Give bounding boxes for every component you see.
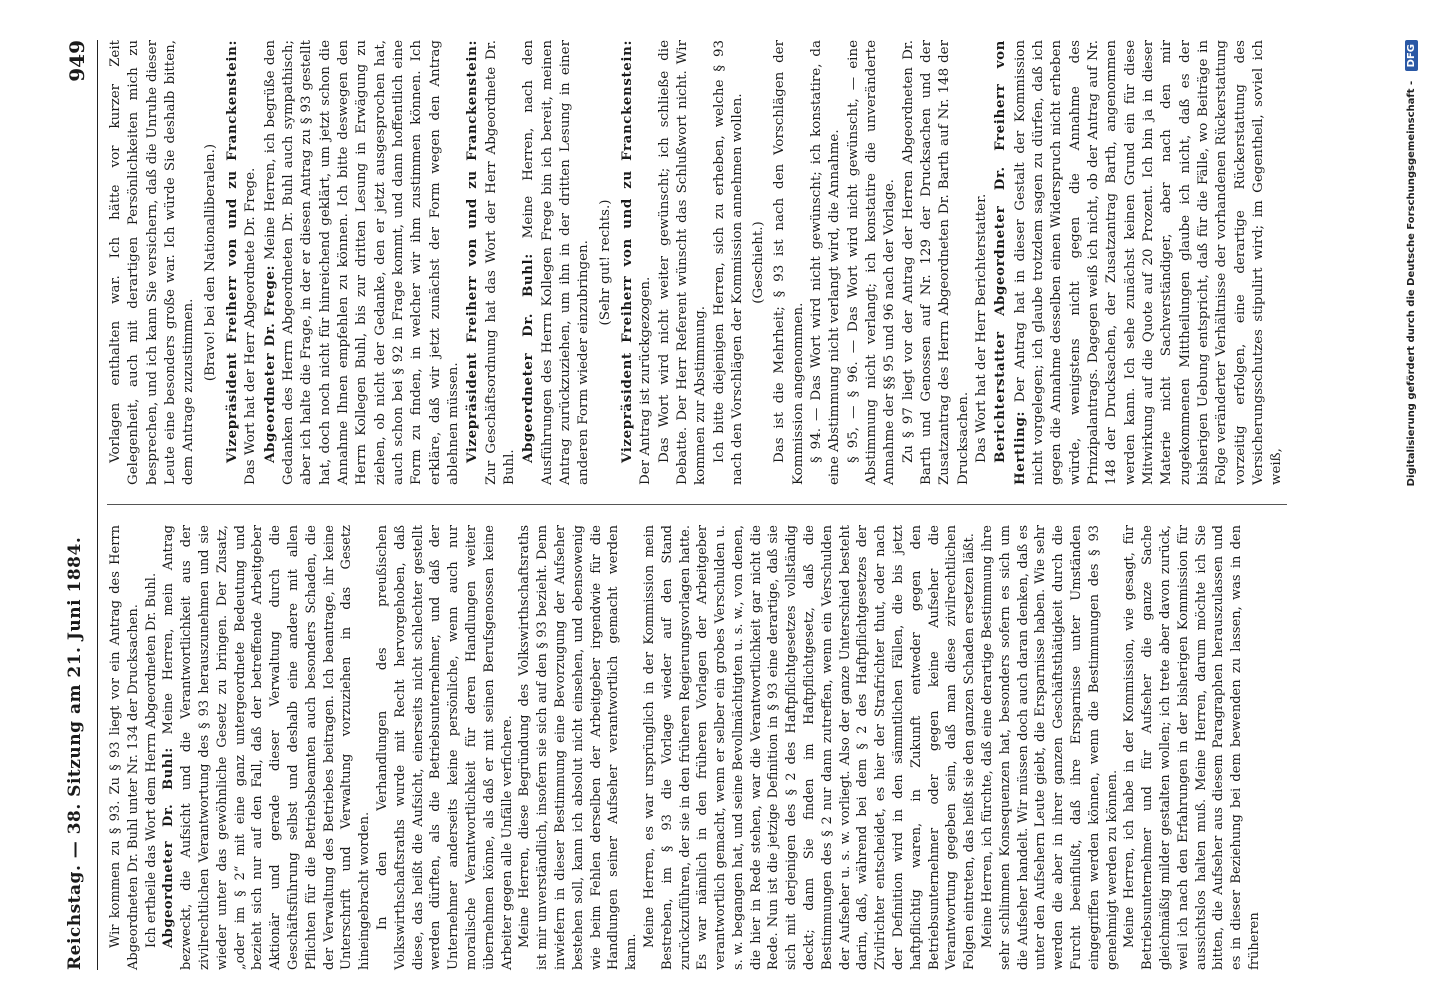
speech-paragraph — [223, 40, 261, 485]
speech-paragraph — [519, 40, 593, 485]
speaker-name: Vizepräsident Freiherr von und zu Franckenstein: — [618, 40, 635, 463]
speaker-name: Abgeordneter Dr. Buhl: — [520, 253, 537, 463]
paragraph: Meine Herren, es war ursprünglich in der Kommission mein Bestreben, im § 93 die Vorlage wieder auf den Stand zurückzuführen, der sie in den früheren Regierungsvorlagen hatte. Es war nämlich in den früheren Vorlagen der Arbeitgeber verantwortlich gemacht, wenn er selber ein grobes Verschulden u. s. w. begangen hat, und seine Bevollmächtigten u. s. w., von denen, die hier in Rede stehen, war die Verantwortlichkeit gar nicht die Rede. Nun ist die jetzige Definition in § 93 eine derartige, daß sie sich mit derjenigen des § 2 des Haftpflichtgesetzes vollständig deckt; dann Sie finden im Haftpflichtgesetz, daß die Bestimmungen des § 2 nur dann zutreffen, wenn ein Verschulden der Aufseher u. s. w. vorliegt. Also der ganze Unterschied besteht darin, daß, während bei dem § 2 des Haftpflichtgesetzes der Zivilrichter entscheidet, es hier der Strafrichter thut, oder nach der Definition wird in den sämmtlichen Fällen, die bis jetzt haftpflichtig waren, in Zukunft entweder gegen den Betriebsunternehmer oder gegen keine Aufseher die Verantwortung gegeben sein, daß man diese zivilrechtlichen Folgen eintreten, das heißt sie den ganzen Schaden ersetzen läßt. — [641, 525, 978, 970]
speaker-name: Berichterstatter Abgeordneter Dr. Freiherr von Hertling: — [992, 40, 1028, 485]
speech-text: Meine Herren, mein Antrag bezweckt, die Aufsicht und die Verantwortlichkeit aus der zivilrechtlichen Verantwortung des § 93 herauszunehmen und sie wieder unter das gewöhnliche Gesetz zu bringen. Der Zusatz, „oder im § 2“ mit eine ganz untergeordnete Bedeutung und bezieht sich nur auf den Fall, daß der betreffende Arbeitgeber Aktionär und gerade dieser Verwaltung durch die Geschäftsführung selbst und deshalb eine andere mit allen Pflichten für die Betriebsbeamten auch besonders Schaden, die der Verwaltung des Betriebes beitragen. Ich beantrage, ihr keine Unterschrift und Verwaltung vorzuziehen in das Gesetz hineingebracht worden. — [161, 525, 373, 970]
paragraph: Das Wort hat der Herr Berichterstatter. — [974, 193, 990, 463]
digitization-credit — [1405, 0, 1423, 1000]
paragraph: § 95, — § 96. — Das Wort wird nicht gewünscht, — eine Abstimmung nicht verlangt; ich konstatire die unveränderte Annahme der §§ 95 und 96 nach der Vorlage. — [845, 40, 898, 485]
running-head — [55, 40, 95, 970]
left-column — [107, 525, 1264, 970]
paragraph: Das Wort wird nicht weiter gewünscht; ich schließe die Debatte. Der Herr Referent wünscht das Schlußwort nicht. Wir kommen zur Abstimmung. — [656, 40, 709, 485]
paragraph: Zu § 97 liegt vor der Antrag der Herren Abgeordneten Dr. Barth und Genossen auf Nr. 129 der Drucksachen und der Zusatzantrag des Herrn Abgeordneten Dr. Barth auf Nr. 148 der Drucksachen. — [900, 40, 971, 485]
speech-paragraph — [991, 40, 1286, 485]
stage-direction: (Bravo! bei den Nationalliberalen.) — [202, 143, 218, 382]
speaker-name: Abgeordneter Dr. Frege: — [261, 264, 278, 463]
speech-paragraph — [261, 40, 464, 485]
column-divider — [107, 504, 1287, 505]
credit-text: Digitalisierung gefördert durch die Deutsche Forschungsgemeinschaft - — [1406, 80, 1417, 487]
stage-direction: (Geschieht.) — [751, 221, 767, 304]
stage-direction: (Sehr gut! rechts.) — [597, 199, 613, 326]
paragraph: Ich bitte diejenigen Herren, sich zu erheben, welche § 93 nach den Vorschlägen der Kommission annehmen wollen. — [711, 40, 745, 485]
paragraph: Vorlagen enthalten war. Ich hätte vor kurzer Zeit Gelegenheit, auch mit derartigen Persönlichkeiten mich zu besprechen, und ich kann Sie versichern, daß die Unruhe dieser Leute eine besonders große war. Ich würde Sie deshalb bitten, dem Antrage zuzustimmen. — [108, 40, 197, 485]
quoted-paragraph: In den Verhandlungen des preußischen Volkswirthschaftsraths wurde mit Recht hervorgehoben, daß diese, das heißt die Aufsicht, einerseits nicht schlechter gestellt werden dürften, als die Betriebsunternehmer, und daß der Unternehmer anderseits keine persönliche, wenn auch nur moralische Verantwortlichkeit für deren Handlungen weiter übernehmen könne, als daß er mit seinen Berufsgenossen keine Arbeiter gegen alle Unfälle verfichere. — [374, 525, 515, 970]
speaker-name: Vizepräsident Freiherr von und zu Franckenstein: — [223, 40, 240, 463]
paragraph: § 94. — Das Wort wird nicht gewünscht; ich konstatire, da eine Abstimmung nicht verlangt wird, die Annahme. — [809, 40, 843, 485]
paragraph: Ich ertheile das Wort dem Herrn Abgeordneten Dr. Buhl. — [143, 572, 159, 948]
paragraph: Meine Herren, ich fürchte, daß eine derartige Bestimmung ihre sehr schlimmen Konsequenzen hat, besonders sofern es sich um die Aufseher handelt. Wir müssen doch auch daran denken, daß es unter den Aufsehern Leute giebt, die Ersparnisse haben. Wie sehr werden die aber in ihrer ganzen Geschäftsthätigkeit durch die Furcht beeinflußt, daß ihre Ersparnisse unter Umständen eingegriffen werden können, wenn die Bestimmungen des § 93 genehmigt werden zu können. — [980, 525, 1120, 970]
speech-text: Das Wort hat der Herr Abgeordnete Dr. Frege. — [243, 167, 259, 485]
paragraph: Meine Herren, ich habe in der Kommission, wie gesagt, für Betriebsunternehmer und für Aufseher die ganze Sache gleichmäßig milder gestalten wollen; ich trete aber davon zurück, weil ich nach den Erfahrungen in der bisherigen Kommission für aussichtslos halten muß. Meine Herren, darum möchte ich Sie bitten, die Aufseher aus diesem Paragraphen herauszulassen und es in dieser Beziehung bei dem bewenden zu lassen, was in den früheren — [1122, 525, 1262, 970]
right-column — [107, 40, 1287, 485]
paragraph: Meine Herren, diese Begründung des Volkswirthschaftsraths ist mir unverständlich, insofern sie sich auf den § 93 bezieht. Denn inwiefern in dieser Bestimmung eine Bevorzugung der Aufseher bestehen soll, kann ich absolut nicht einsehen, und ebensowenig wie beim Fehlen derselben der Arbeitgeber irgendwie für die Handlungen seiner Aufseher verantwortlich gemacht werden kann. — [517, 525, 640, 970]
dfg-logo: DFG — [1405, 40, 1418, 71]
speech-text: Meine Herren, nach den Ausführungen des Herrn Kollegen Frege bin ich bereit, meinen Antrag zurückzuziehen, um ihn in der dritten Lesung in einer anderen Form wieder einzubringen. — [521, 40, 592, 485]
speech-paragraph — [463, 40, 519, 485]
document-page — [55, 40, 1315, 970]
running-head-title: Reichstag. — 38. Sitzung am 21. Juni 1884. — [65, 536, 85, 970]
speech-text: Der Antrag ist zurückgezogen. — [638, 276, 654, 485]
speech-text: Zur Geschäftsordnung hat das Wort der Herr Abgeordnete Dr. Buhl. — [483, 40, 517, 485]
page-number: 949 — [65, 40, 89, 82]
speech-paragraph — [618, 40, 656, 485]
speech-text: Der Antrag hat in dieser Gestalt der Kommission nicht vorgelegen; ich glaube trotzdem sagen zu dürfen, daß ich gegen die Annahme desselben einen Widerspruch nicht erheben würde, wenigstens nicht gegen die Annahme des Prinzipalantrags. Dagegen weiß ich nicht, ob der Antrag auf Nr. 148 der Drucksachen, der Zusatzantrag Barth, angenommen werden kann. Ich sehe zunächst keinen Grund ein für diese Mitwirkung auf die Quote auf 20 Prozent. Ich bin ja in dieser Materie nicht Sachverständiger, aber nach den mir zugekommenen Mittheilungen glaube ich nicht, daß es der bisherigen Uebung entspricht, daß für die Fälle, wo Beiträge in Folge veränderter Verhältnisse der vorhandenen Rückerstattung vorzeitig erfolgen, eine derartige Rückerstattung des Versicherungsschutzes stipulirt wird; im Gegentheil, soviel ich weiß, — [1012, 40, 1285, 485]
speaker-name: Vizepräsident Freiherr von und zu Franckenstein: — [464, 40, 481, 463]
speaker-name: Abgeordneter Dr. Buhl: — [161, 747, 177, 948]
paragraph: Das ist die Mehrheit; § 93 ist nach den Vorschlägen der Kommission angenommen. — [772, 40, 806, 485]
paragraph: Wir kommen zu § 93. Zu § 93 liegt vor ein Antrag des Herrn Abgeordneten Dr. Buhl unter Nr. 134 der Drucksachen. — [108, 525, 141, 970]
header-rule — [97, 40, 98, 970]
speech-paragraph — [160, 525, 374, 970]
speech-text: Meine Herren, ich begrüße den Gedanken des Herrn Abgeordneten Dr. Buhl auch sympathisch; aber ich halte die Frage, in der er diesen Antrag zu § 93 gestellt hat, doch noch nicht für hinreichend geklärt, um jetzt schon die Annahme Ihnen empfehlen zu können. Ich bitte deswegen den Herrn Kollegen Buhl, bis zur dritten Lesung in Erwägung zu ziehen, ob nicht der Gedanke, den er jetzt ausgesprochen hat, auch schon bei § 92 in Frage kommt, und dann hoffentlich eine Form zu finden, in welcher wir ihm zustimmen können. Ich erkläre, daß wir jetzt zunächst der Form wegen den Antrag ablehnen müssen. — [262, 40, 461, 485]
